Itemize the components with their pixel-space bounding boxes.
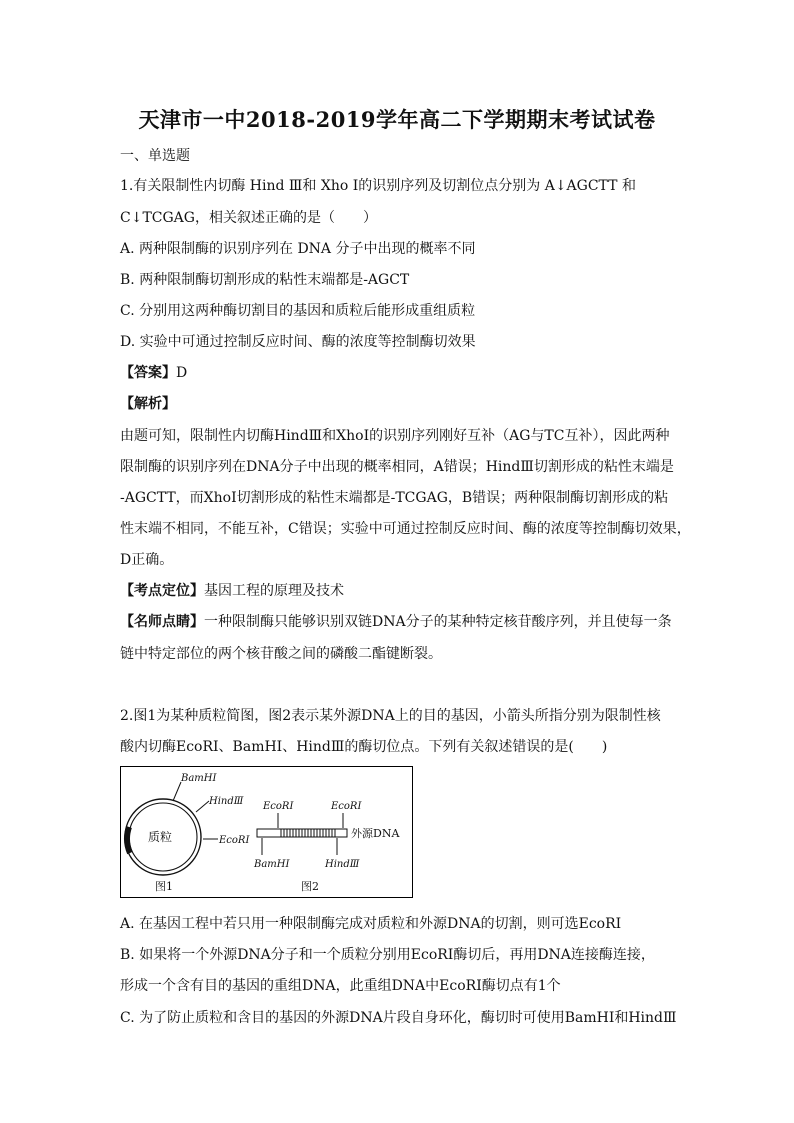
hindiii-label-fig2: HindⅢ	[325, 859, 360, 870]
question-figure	[120, 766, 413, 898]
q1-stem-line2: C↓TCGAG，相关叙述正确的是（ ）	[120, 210, 377, 226]
q1-stem-line1: 1.有关限制性内切酶 Hind Ⅲ和 Xho Ⅰ的识别序列及切割位点分别为 A↓AGCTT 和	[120, 178, 636, 194]
ecori-label-left: EcoRⅠ	[263, 801, 294, 812]
mingshi-text: 一种限制酶只能够识别双链DNA分子的某种特定核苷酸序列，并且使每一条	[204, 614, 672, 630]
q1-answer	[120, 363, 680, 383]
q1-option-c: C. 分别用这两种酶切割目的基因和质粒后能形成重组质粒	[120, 303, 476, 319]
fig2-caption: 图2	[301, 880, 319, 893]
document-title: 天津市一中2018-2019学年高二下学期期末考试试卷	[138, 107, 656, 132]
ecori-label-right: EcoRⅠ	[331, 801, 362, 812]
plasmid-diagram	[125, 773, 250, 893]
plasmid-label: 质粒	[148, 830, 173, 844]
q1-option-b: B. 两种限制酶切割形成的粘性末端都是-AGCT	[120, 272, 410, 288]
figure-diagram	[121, 767, 414, 899]
q2-option-b-line2: 形成一个含有目的基因的重组DNA，此重组DNA中EcoRⅠ酶切点有1个	[120, 978, 561, 994]
ecori-label-fig1: EcoRⅠ	[219, 835, 250, 846]
q1-analysis-line: 性末端不相同，不能互补，C错误；实验中可通过控制反应时间、酶的浓度等控制酶切效果，	[120, 521, 691, 537]
q1-option-a: A. 两种限制酶的识别序列在 DNA 分子中出现的概率不同	[120, 241, 476, 257]
q2-option-b-line1: B. 如果将一个外源DNA分子和一个质粒分别用EcoRⅠ酶切后，再用DNA连接酶连接，	[120, 947, 655, 963]
q1-analysis-line: 由题可知，限制性内切酶HindⅢ和XhoⅠ的识别序列刚好互补（AG与TC互补），因此两种	[120, 428, 670, 444]
bamhi-pointer	[173, 782, 181, 801]
q1-analysis-line: 限制酶的识别序列在DNA分子中出现的概率相同，A错误；HindⅢ切割形成的粘性末端是	[120, 459, 674, 475]
hindiii-pointer	[196, 801, 209, 812]
q1-analysis-line: -AGCTT，而XhoⅠ切割形成的粘性末端都是-TCGAG，B错误；两种限制酶切割形成的粘	[120, 490, 669, 506]
q2-stem-line2: 酸内切酶EcoRⅠ、BamHⅠ、HindⅢ的酶切位点。下列有关叙述错误的是( )	[120, 739, 608, 755]
target-gene-hatching	[281, 829, 335, 837]
q1-mingshi-line2: 链中特定部位的两个核苷酸之间的磷酸二酯键断裂。	[120, 646, 442, 662]
mingshi-label: 【名师点睛】	[120, 614, 204, 630]
bamhi-label-fig2: BamHⅠ	[254, 859, 290, 870]
section-heading: 一、单选题	[120, 148, 190, 164]
q2-option-a: A. 在基因工程中若只用一种限制酶完成对质粒和外源DNA的切割，则可选EcoRⅠ	[120, 916, 622, 932]
answer-label: 【答案】	[120, 365, 176, 381]
fig1-caption: 图1	[155, 880, 173, 893]
hindiii-label-fig1: HindⅢ	[209, 796, 244, 807]
q1-kaodian	[120, 581, 680, 601]
answer-value: D	[176, 365, 188, 381]
q2-stem-line1: 2.图1为某种质粒简图，图2表示某外源DNA上的目的基因，小箭头所指分别为限制性核	[120, 708, 661, 724]
q1-analysis-label: 【解析】	[120, 396, 176, 412]
foreign-dna-diagram	[253, 801, 400, 893]
q1-mingshi	[120, 612, 680, 632]
q2-option-c: C. 为了防止质粒和含目的基因的外源DNA片段自身环化，酶切时可使用BamHⅠ和HindⅢ	[120, 1010, 677, 1026]
q1-option-d: D. 实验中可通过控制反应时间、酶的浓度等控制酶切效果	[120, 334, 476, 350]
q1-analysis-line: D正确。	[120, 552, 174, 568]
plasmid-marker-segment	[127, 827, 130, 853]
bamhi-label-fig1: BamHⅠ	[181, 773, 217, 784]
kaodian-label: 【考点定位】	[120, 583, 204, 599]
foreign-dna-label: 外源DNA	[351, 827, 400, 840]
kaodian-text: 基因工程的原理及技术	[204, 583, 344, 599]
